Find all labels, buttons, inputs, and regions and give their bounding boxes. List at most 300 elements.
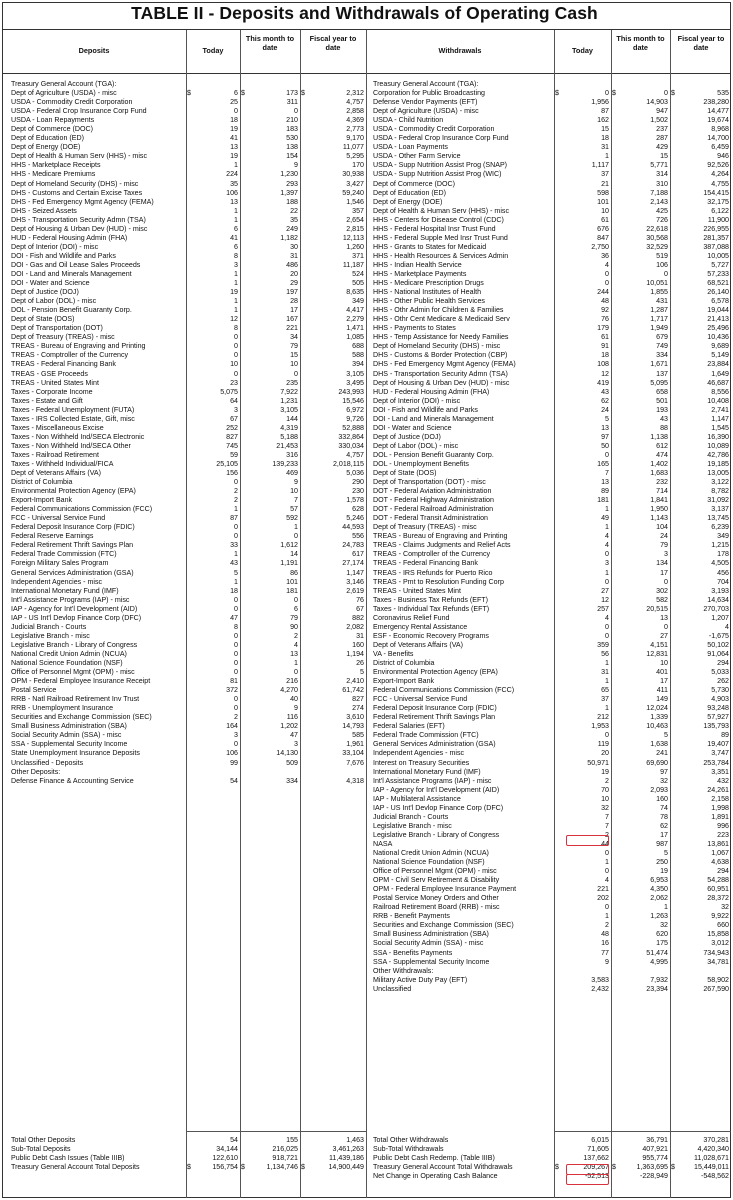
table-row bbox=[373, 116, 731, 125]
row-label bbox=[373, 198, 554, 207]
row-label bbox=[373, 487, 554, 496]
today-value-text: 5 bbox=[234, 568, 238, 577]
row-label bbox=[373, 288, 554, 297]
today-value bbox=[186, 451, 240, 460]
fiscal-year-to-date-value-text: 13,005 bbox=[707, 469, 729, 478]
row-label-text: OPM - Federal Employee Insurance Payment bbox=[373, 885, 517, 894]
row-label-text: USDA - Loan Payments bbox=[373, 143, 448, 152]
row-label-text: HHS - National Institutes of Health bbox=[373, 288, 482, 297]
fiscal-year-to-date-value-text: 262 bbox=[717, 677, 729, 686]
table-row bbox=[11, 342, 366, 351]
fiscal-year-to-date-value bbox=[670, 976, 731, 985]
month-to-date-value bbox=[611, 315, 670, 324]
today-value-text: 76 bbox=[601, 315, 609, 324]
month-to-date-value bbox=[611, 351, 670, 360]
month-to-date-value bbox=[611, 243, 670, 252]
today-value-text: 59 bbox=[230, 450, 238, 459]
month-to-date-value bbox=[240, 315, 300, 324]
row-label-text: Defense Finance & Accounting Service bbox=[11, 776, 134, 785]
today-value bbox=[554, 768, 611, 777]
month-to-date-value bbox=[611, 107, 670, 116]
fiscal-year-to-date-value-text: 4,755 bbox=[711, 179, 729, 188]
fiscal-year-to-date-value bbox=[300, 704, 366, 713]
dollar-sign: $ bbox=[612, 1163, 616, 1172]
row-label bbox=[11, 1136, 186, 1145]
month-to-date-value-text: 679 bbox=[656, 333, 668, 342]
month-to-date-value bbox=[611, 279, 670, 288]
month-to-date-value-text: 134 bbox=[656, 559, 668, 568]
today-value bbox=[554, 822, 611, 831]
table-row bbox=[373, 587, 731, 596]
fiscal-year-to-date-value-text: 996 bbox=[717, 821, 729, 830]
row-label bbox=[11, 740, 186, 749]
fiscal-year-to-date-value-text: 274 bbox=[352, 704, 364, 713]
table-row bbox=[11, 541, 366, 550]
table-row bbox=[11, 460, 366, 469]
month-to-date-value-text: 5,188 bbox=[280, 432, 298, 441]
today-value-text: 32 bbox=[601, 803, 609, 812]
today-value-text: 8 bbox=[234, 324, 238, 333]
row-label-text: TREAS - United States Mint bbox=[373, 586, 461, 595]
today-value-text: 33 bbox=[230, 541, 238, 550]
today-value-text: 48 bbox=[601, 297, 609, 306]
table-row bbox=[373, 397, 731, 406]
today-value bbox=[554, 967, 611, 976]
month-to-date-value bbox=[611, 749, 670, 758]
fiscal-year-to-date-value-text: 4,318 bbox=[346, 776, 364, 785]
month-to-date-value bbox=[240, 650, 300, 659]
row-label bbox=[11, 180, 186, 189]
fiscal-year-to-date-value-text: 4,757 bbox=[346, 450, 364, 459]
row-label bbox=[373, 731, 554, 740]
month-to-date-value-text: 3 bbox=[294, 740, 298, 749]
fiscal-year-to-date-value bbox=[670, 605, 731, 614]
today-value-text: 1 bbox=[234, 206, 238, 215]
table-row bbox=[11, 695, 366, 704]
month-to-date-value bbox=[240, 713, 300, 722]
month-to-date-value bbox=[240, 161, 300, 170]
fiscal-year-to-date-value-text: 1,067 bbox=[711, 848, 729, 857]
today-value bbox=[186, 388, 240, 397]
fiscal-year-to-date-value-text: 660 bbox=[717, 921, 729, 930]
row-label bbox=[11, 370, 186, 379]
row-label-text: Federal Deposit Insurance Corp (FDIC) bbox=[373, 704, 497, 713]
month-to-date-value bbox=[611, 370, 670, 379]
today-value-text: 65 bbox=[601, 686, 609, 695]
today-value bbox=[186, 397, 240, 406]
today-value-text: 61 bbox=[601, 215, 609, 224]
row-label-text: Dept of Interior (DOI) - misc bbox=[11, 242, 99, 251]
today-value-text: 257 bbox=[597, 604, 609, 613]
fiscal-year-to-date-value bbox=[300, 424, 366, 433]
table-row bbox=[11, 722, 366, 731]
month-to-date-value bbox=[611, 180, 670, 189]
month-to-date-value-text: 3,105 bbox=[280, 405, 298, 414]
fiscal-year-to-date-value-text: 734,943 bbox=[703, 948, 729, 957]
withdrawals-section bbox=[373, 80, 731, 1132]
fiscal-year-to-date-value-text: 68,521 bbox=[707, 279, 729, 288]
today-value-text: 5 bbox=[605, 414, 609, 423]
today-value-text: 6 bbox=[234, 89, 238, 98]
month-to-date-value-text: 78 bbox=[660, 812, 668, 821]
highlight-net-change-today bbox=[566, 1174, 609, 1185]
month-to-date-value-text: 1,143 bbox=[650, 514, 668, 523]
table-row bbox=[373, 777, 731, 786]
today-value bbox=[554, 324, 611, 333]
month-to-date-value-text: 30 bbox=[290, 242, 298, 251]
today-value-text: 165 bbox=[597, 459, 609, 468]
row-label bbox=[373, 433, 554, 442]
table-row bbox=[373, 98, 731, 107]
month-to-date-value bbox=[240, 180, 300, 189]
fiscal-year-to-date-value-text: 243,993 bbox=[338, 387, 364, 396]
row-label bbox=[11, 234, 186, 243]
table-row bbox=[373, 261, 731, 270]
row-label bbox=[11, 107, 186, 116]
table-row bbox=[11, 759, 366, 768]
month-to-date-value-text: 3 bbox=[664, 550, 668, 559]
fiscal-year-to-date-value bbox=[670, 939, 731, 948]
today-value bbox=[186, 107, 240, 116]
row-label-text: Dept of Treasury (TREAS) - misc bbox=[11, 333, 115, 342]
table-row bbox=[11, 659, 366, 668]
month-to-date-value bbox=[611, 578, 670, 587]
today-value bbox=[554, 225, 611, 234]
month-to-date-value bbox=[240, 1145, 300, 1154]
fiscal-year-to-date-value bbox=[670, 985, 731, 994]
month-to-date-value bbox=[611, 876, 670, 885]
table-row bbox=[11, 677, 366, 686]
fiscal-year-to-date-value bbox=[670, 243, 731, 252]
month-to-date-value-text: 592 bbox=[286, 514, 298, 523]
today-value bbox=[554, 469, 611, 478]
month-to-date-value-text: 155 bbox=[286, 1136, 298, 1144]
month-to-date-value bbox=[611, 1145, 670, 1154]
month-to-date-value-text: 0 bbox=[664, 89, 668, 98]
today-value bbox=[186, 80, 240, 89]
table-row bbox=[11, 89, 366, 98]
fiscal-year-to-date-value-text: 8,556 bbox=[711, 387, 729, 396]
dollar-sign: $ bbox=[187, 1163, 191, 1172]
row-label-text: DHS - Transportation Security Admn (TSA) bbox=[11, 215, 146, 224]
fiscal-year-to-date-value bbox=[670, 1136, 731, 1145]
today-value-text: 372 bbox=[226, 686, 238, 695]
month-to-date-value bbox=[611, 894, 670, 903]
today-value bbox=[554, 632, 611, 641]
today-value-text: 0 bbox=[234, 333, 238, 342]
month-to-date-value-text: 14,903 bbox=[646, 98, 668, 107]
table-row bbox=[11, 650, 366, 659]
row-label bbox=[11, 514, 186, 523]
table-row bbox=[373, 1154, 731, 1163]
today-value-text: 3,583 bbox=[591, 975, 609, 984]
row-label bbox=[373, 840, 554, 849]
row-label-text: DOI - Fish and Wildlife and Parks bbox=[373, 405, 478, 414]
fiscal-year-to-date-value bbox=[670, 759, 731, 768]
today-value bbox=[186, 360, 240, 369]
month-to-date-value-text: 407,921 bbox=[642, 1145, 668, 1154]
today-value bbox=[186, 469, 240, 478]
fiscal-year-to-date-value-text: 2,018,115 bbox=[332, 459, 364, 468]
month-to-date-value bbox=[240, 759, 300, 768]
fiscal-year-to-date-value bbox=[300, 252, 366, 261]
fiscal-year-to-date-value-text: 370,281 bbox=[703, 1136, 729, 1144]
month-to-date-value bbox=[611, 605, 670, 614]
row-label bbox=[373, 1154, 554, 1163]
today-value-text: 745 bbox=[226, 441, 238, 450]
today-value-text: 89 bbox=[601, 487, 609, 496]
table-row bbox=[373, 578, 731, 587]
fiscal-year-to-date-value-text: 4,264 bbox=[711, 170, 729, 179]
month-to-date-value-text: 249 bbox=[286, 224, 298, 233]
row-label bbox=[373, 442, 554, 451]
row-label bbox=[373, 587, 554, 596]
fiscal-year-to-date-value bbox=[300, 261, 366, 270]
table-row bbox=[11, 107, 366, 116]
fiscal-year-to-date-value bbox=[300, 189, 366, 198]
table-row bbox=[373, 288, 731, 297]
table-row bbox=[11, 125, 366, 134]
today-value bbox=[554, 442, 611, 451]
row-label-text: Other Deposits: bbox=[11, 767, 61, 776]
table-row bbox=[373, 107, 731, 116]
month-to-date-value bbox=[611, 912, 670, 921]
month-to-date-value bbox=[240, 578, 300, 587]
fiscal-year-to-date-value-text: 15,546 bbox=[342, 396, 364, 405]
today-value bbox=[186, 514, 240, 523]
table-row bbox=[373, 279, 731, 288]
month-to-date-value-text: 5 bbox=[664, 848, 668, 857]
fiscal-year-to-date-value-text: 67 bbox=[356, 604, 364, 613]
month-to-date-value-text: 23,394 bbox=[646, 984, 668, 993]
row-label bbox=[373, 532, 554, 541]
month-to-date-value bbox=[240, 731, 300, 740]
month-to-date-value bbox=[240, 460, 300, 469]
month-to-date-value-text: 311 bbox=[286, 98, 298, 107]
today-value-text: 1 bbox=[605, 568, 609, 577]
table-row bbox=[373, 659, 731, 668]
row-label bbox=[373, 261, 554, 270]
month-to-date-value bbox=[240, 152, 300, 161]
today-value bbox=[186, 659, 240, 668]
today-value-text: 43 bbox=[601, 387, 609, 396]
fiscal-year-to-date-value bbox=[300, 559, 366, 568]
fiscal-year-to-date-value-text: 34,781 bbox=[707, 957, 729, 966]
fiscal-year-to-date-value-text: 1,194 bbox=[346, 649, 364, 658]
today-value bbox=[554, 677, 611, 686]
today-value-text: 156,754 bbox=[212, 1163, 238, 1172]
month-to-date-value-text: 7,922 bbox=[280, 387, 298, 396]
table-row bbox=[373, 713, 731, 722]
month-to-date-value-text: 30,568 bbox=[646, 233, 668, 242]
row-label-text: TREAS - Claims Judgments and Relief Acts bbox=[373, 541, 511, 550]
withdrawals-today-header: Today bbox=[572, 46, 593, 55]
month-to-date-value bbox=[240, 279, 300, 288]
fiscal-year-to-date-value-text: 3,351 bbox=[711, 767, 729, 776]
month-to-date-value bbox=[240, 559, 300, 568]
table-row bbox=[11, 388, 366, 397]
today-value bbox=[186, 777, 240, 786]
row-label-text: Independent Agencies - misc bbox=[373, 749, 465, 758]
row-label-text: Legislative Branch - Library of Congress bbox=[373, 830, 500, 839]
row-label bbox=[373, 912, 554, 921]
month-to-date-value-text: -228,949 bbox=[639, 1172, 668, 1181]
month-to-date-value bbox=[611, 713, 670, 722]
month-to-date-value bbox=[611, 695, 670, 704]
fiscal-year-to-date-value bbox=[670, 207, 731, 216]
today-value-text: 598 bbox=[597, 188, 609, 197]
today-value-text: 1,117 bbox=[591, 161, 609, 170]
today-value bbox=[554, 125, 611, 134]
today-value bbox=[554, 333, 611, 342]
today-value-text: 0 bbox=[605, 577, 609, 586]
row-label bbox=[11, 523, 186, 532]
row-label-text: Legislative Branch - misc bbox=[373, 821, 452, 830]
today-value bbox=[186, 759, 240, 768]
fiscal-year-to-date-value bbox=[300, 469, 366, 478]
fiscal-year-to-date-value bbox=[300, 614, 366, 623]
fiscal-year-to-date-value bbox=[670, 641, 731, 650]
month-to-date-value-text: 79 bbox=[660, 541, 668, 550]
month-to-date-value bbox=[611, 768, 670, 777]
today-value bbox=[554, 559, 611, 568]
month-to-date-value-text: 57 bbox=[290, 505, 298, 514]
month-to-date-value bbox=[611, 976, 670, 985]
month-to-date-value bbox=[611, 487, 670, 496]
today-value bbox=[554, 532, 611, 541]
row-label bbox=[373, 822, 554, 831]
row-label bbox=[11, 451, 186, 460]
table-row bbox=[11, 1163, 366, 1172]
today-value-text: 71,605 bbox=[587, 1145, 609, 1154]
month-to-date-value bbox=[611, 686, 670, 695]
today-value-text: 77 bbox=[601, 948, 609, 957]
table-row bbox=[373, 170, 731, 179]
month-to-date-value bbox=[611, 306, 670, 315]
row-label-text: Military Active Duty Pay (EFT) bbox=[373, 975, 468, 984]
month-to-date-value bbox=[611, 668, 670, 677]
month-to-date-value-text: 334 bbox=[656, 351, 668, 360]
fiscal-year-to-date-value bbox=[300, 759, 366, 768]
month-to-date-value bbox=[611, 795, 670, 804]
table-row bbox=[11, 270, 366, 279]
table-row bbox=[373, 252, 731, 261]
row-label-text: SSA - Supplemental Security Income bbox=[373, 957, 490, 966]
today-value-text: 13 bbox=[601, 423, 609, 432]
month-to-date-value bbox=[611, 967, 670, 976]
fiscal-year-to-date-value-text: 1,215 bbox=[711, 541, 729, 550]
row-label bbox=[11, 415, 186, 424]
fiscal-year-to-date-value-text: 31,092 bbox=[707, 496, 729, 505]
month-to-date-value bbox=[611, 777, 670, 786]
fiscal-year-to-date-value-text: 3,105 bbox=[346, 369, 364, 378]
month-to-date-value bbox=[240, 641, 300, 650]
deposits-mtd-header: This month to date bbox=[245, 34, 295, 52]
deposit-totals-section bbox=[11, 1136, 366, 1196]
fiscal-year-to-date-value bbox=[300, 523, 366, 532]
month-to-date-value bbox=[240, 605, 300, 614]
row-label-text: International Monetary Fund (IMF) bbox=[373, 767, 481, 776]
row-label-text: Small Business Administration (SBA) bbox=[11, 722, 127, 731]
fiscal-year-to-date-value bbox=[300, 659, 366, 668]
fiscal-year-to-date-value bbox=[670, 550, 731, 559]
month-to-date-value-text: 7 bbox=[294, 496, 298, 505]
fiscal-year-to-date-value bbox=[300, 333, 366, 342]
row-label-text: Dept of Interior (DOI) - misc bbox=[373, 396, 461, 405]
row-label bbox=[11, 587, 186, 596]
fiscal-year-to-date-value-text: 12,113 bbox=[342, 233, 364, 242]
row-label bbox=[373, 134, 554, 143]
fiscal-year-to-date-value bbox=[670, 704, 731, 713]
deposits-fytd-header: Fiscal year to date bbox=[309, 34, 357, 52]
fiscal-year-to-date-value bbox=[670, 315, 731, 324]
month-to-date-value bbox=[240, 351, 300, 360]
month-to-date-value bbox=[611, 541, 670, 550]
fiscal-year-to-date-value bbox=[670, 722, 731, 731]
month-to-date-value-text: 35 bbox=[290, 215, 298, 224]
row-label bbox=[11, 704, 186, 713]
today-value-text: 179 bbox=[597, 324, 609, 333]
today-value bbox=[554, 388, 611, 397]
today-value bbox=[554, 243, 611, 252]
table-row bbox=[11, 749, 366, 758]
fiscal-year-to-date-value-text: 3,747 bbox=[711, 749, 729, 758]
row-label-text: Dept of Homeland Security (DHS) - misc bbox=[373, 342, 501, 351]
fiscal-year-to-date-value bbox=[670, 388, 731, 397]
today-value-text: 92 bbox=[601, 306, 609, 315]
today-value bbox=[186, 559, 240, 568]
fiscal-year-to-date-value bbox=[300, 514, 366, 523]
month-to-date-value bbox=[611, 80, 670, 89]
table-row bbox=[373, 1172, 731, 1181]
fiscal-year-to-date-value-text: 25,496 bbox=[707, 324, 729, 333]
fiscal-year-to-date-value-text: 76 bbox=[356, 595, 364, 604]
row-label bbox=[11, 98, 186, 107]
fiscal-year-to-date-value bbox=[670, 569, 731, 578]
today-value bbox=[554, 198, 611, 207]
today-value bbox=[186, 1154, 240, 1163]
row-label bbox=[11, 324, 186, 333]
row-label bbox=[11, 125, 186, 134]
row-label-text: USDA - Federal Crop Insurance Corp Fund bbox=[373, 134, 509, 143]
month-to-date-value bbox=[240, 216, 300, 225]
table-row bbox=[373, 867, 731, 876]
row-label bbox=[373, 514, 554, 523]
month-to-date-value-text: 12,831 bbox=[646, 649, 668, 658]
month-to-date-value bbox=[611, 288, 670, 297]
today-value-text: 1,953 bbox=[591, 722, 609, 731]
fiscal-year-to-date-value-text: 704 bbox=[717, 577, 729, 586]
month-to-date-value bbox=[611, 1136, 670, 1145]
table-row bbox=[373, 496, 731, 505]
month-to-date-value-text: 1,855 bbox=[650, 288, 668, 297]
row-label-text: SSA - Supplemental Security Income bbox=[11, 740, 128, 749]
today-value-text: 34,144 bbox=[216, 1145, 238, 1154]
row-label-text: Dept of Energy (DOE) bbox=[373, 197, 443, 206]
today-value-text: 1 bbox=[234, 215, 238, 224]
month-to-date-value-text: 287 bbox=[656, 134, 668, 143]
row-label-text: Net Change in Operating Cash Balance bbox=[373, 1172, 498, 1181]
row-label-text: Other Withdrawals: bbox=[373, 966, 434, 975]
today-value bbox=[554, 985, 611, 994]
month-to-date-value bbox=[611, 623, 670, 632]
month-to-date-value-text: 6 bbox=[294, 604, 298, 613]
row-label-text: District of Columbia bbox=[373, 659, 435, 667]
fiscal-year-to-date-value bbox=[300, 360, 366, 369]
withdrawals-total-rule bbox=[554, 1131, 731, 1132]
row-label-text: Defense Vendor Payments (EFT) bbox=[373, 98, 478, 107]
table-row bbox=[11, 98, 366, 107]
